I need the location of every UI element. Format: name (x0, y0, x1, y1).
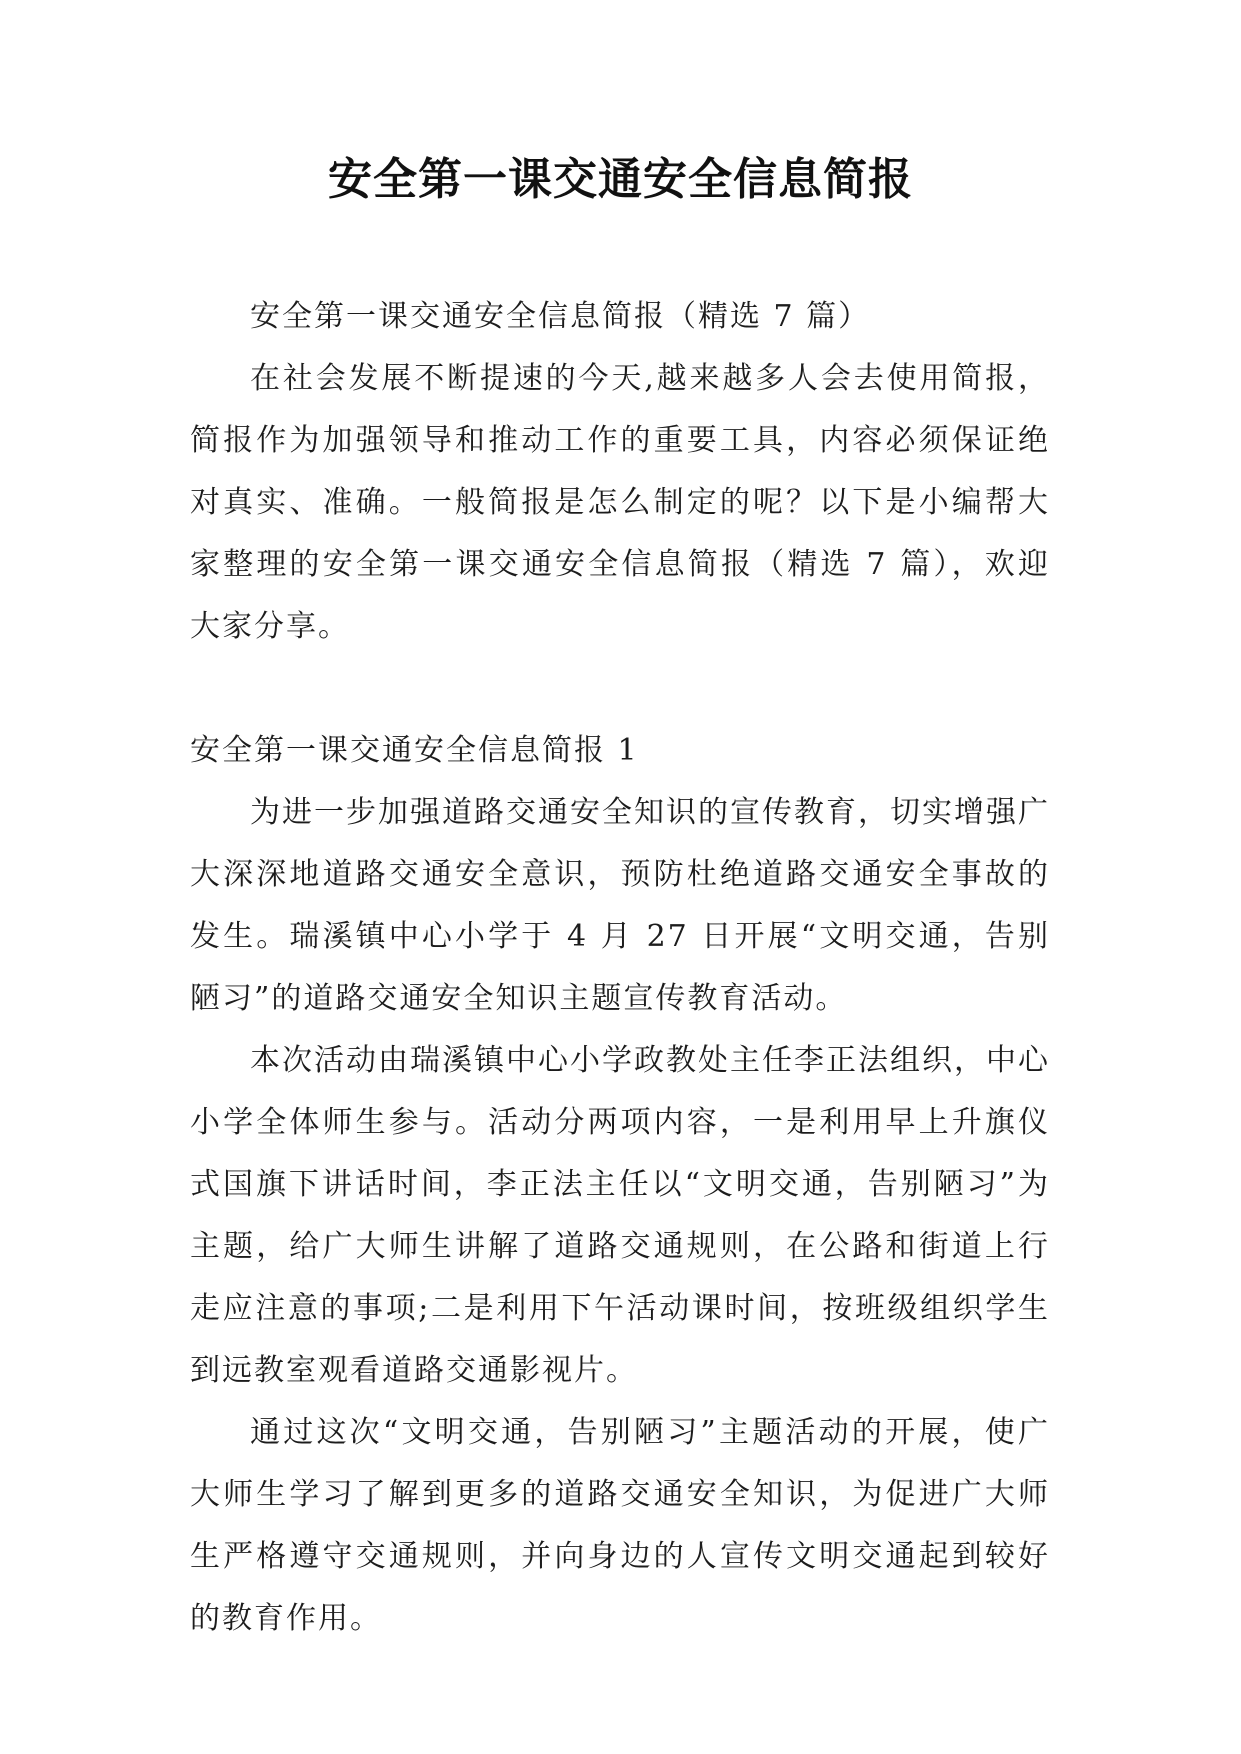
intro-paragraph: 在社会发展不断提速的今天,越来越多人会去使用简报，简报作为加强领导和推动工作的重要工具，内容必须保证绝对真实、准确。一般简报是怎么制定的呢？以下是小编帮大家整理的安全第一课交通安全信息简报（精选 7 篇），欢迎大家分享。 (190, 361, 1050, 644)
document-title: 安全第一课交通安全信息简报 (328, 154, 913, 205)
body-paragraph: 本次活动由瑞溪镇中心小学政教处主任李正法组织，中心小学全体师生参与。活动分两项内容，一是利用早上升旗仪式国旗下讲话时间，李正法主任以“文明交通，告别陋习”为主题，给广大师生讲解了道路交通规则，在公路和街道上行走应注意的事项;二是利用下午活动课时间，按班级组织学生到远教室观看道路交通影视片。 (190, 1043, 1050, 1388)
section-heading: 安全第一课交通安全信息简报 1 (190, 733, 639, 768)
subtitle-line: 安全第一课交通安全信息简报（精选 7 篇） (250, 299, 871, 334)
document-body (190, 286, 1050, 1650)
body-paragraph: 通过这次“文明交通，告别陋习”主题活动的开展，使广大师生学习了解到更多的道路交通安全知识，为促进广大师生严格遵守交通规则，并向身边的人宣传文明交通起到较好的教育作用。 (190, 1415, 1050, 1636)
body-paragraph: 为进一步加强道路交通安全知识的宣传教育，切实增强广大深深地道路交通安全意识，预防杜绝道路交通安全事故的发生。瑞溪镇中心小学于 4 月 27 日开展“文明交通，告别陋习”的道路交通安全知识主题宣传教育活动。 (190, 795, 1050, 1016)
